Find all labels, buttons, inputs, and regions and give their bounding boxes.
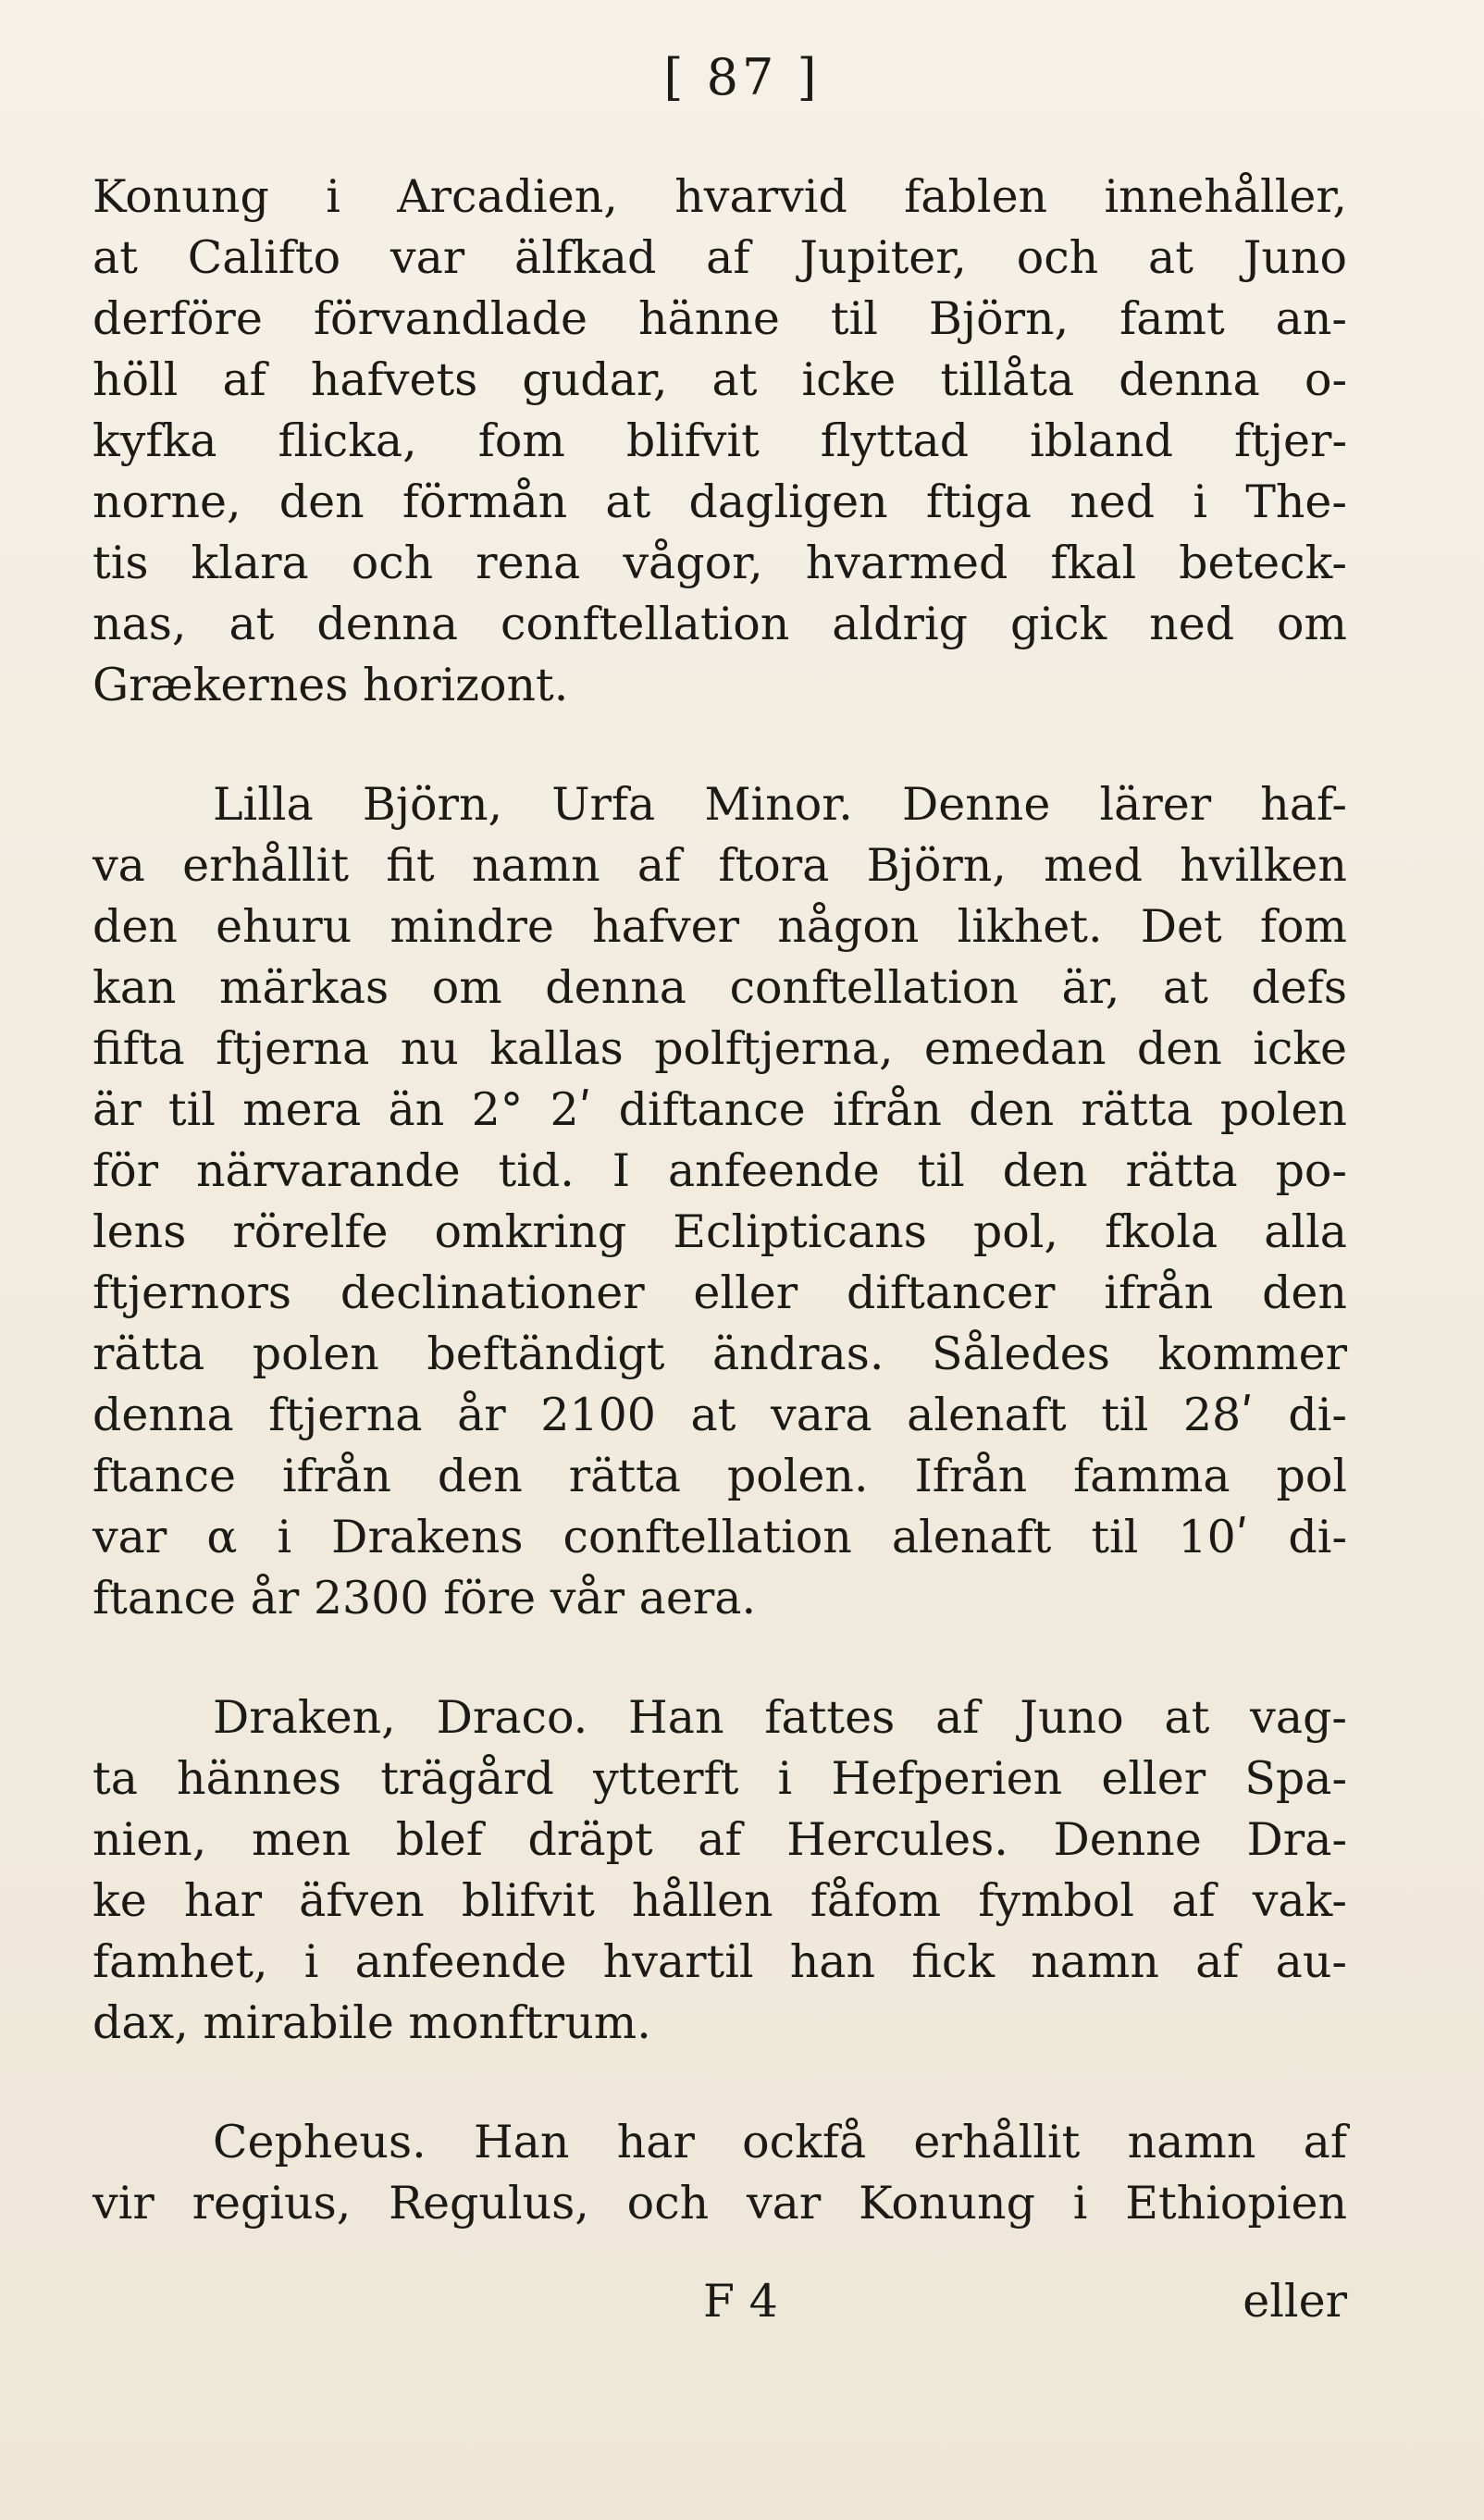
- text-line: nas, at denna conftellation aldrig gick ned om: [93, 598, 1347, 650]
- text-line: den ehuru mindre hafver någon likhet. Det fom: [93, 900, 1347, 953]
- text-line: kan märkas om denna conftellation är, at defs: [93, 961, 1347, 1014]
- text-line: dax, mirabile monftrum.: [93, 1996, 651, 2049]
- text-line: är til mera än 2° 2ʹ diftance ifrån den rätta polen: [93, 1083, 1347, 1136]
- text-line: kyfka flicka, fom blifvit flyttad ibland ftjer-: [93, 414, 1347, 467]
- text-line: Lilla Björn, Urfa Minor. Denne lärer haf-: [213, 778, 1347, 831]
- text-line: at Califto var älfkad af Jupiter, och at Juno: [93, 231, 1347, 284]
- signature-mark: F 4: [703, 2275, 778, 2328]
- text-line: ftance år 2300 före vår aera.: [93, 1572, 757, 1624]
- text-line: var α i Drakens conftellation alenaft til 10ʹ di-: [93, 1511, 1347, 1563]
- text-line: för närvarande tid. I anfeende til den rätta po-: [93, 1144, 1347, 1197]
- text-line: norne, den förmån at dagligen ftiga ned i The-: [93, 476, 1347, 528]
- paragraph-draken: [93, 1687, 1347, 2054]
- text-line: ftance ifrån den rätta polen. Ifrån famma pol: [93, 1450, 1347, 1502]
- text-line: tis klara och rena vågor, hvarmed fkal beteck-: [93, 537, 1347, 589]
- body-text: [93, 167, 1347, 2292]
- text-line: derföre förvandlade hänne til Björn, famt an-: [93, 292, 1347, 345]
- text-line: ta hännes trägård ytterft i Hefperien eller Spa-: [93, 1752, 1347, 1805]
- page-number-header: [ 87 ]: [663, 48, 821, 106]
- text-line: va erhållit fit namn af ftora Björn, med hvilken: [93, 839, 1347, 892]
- text-line: nien, men blef dräpt af Hercules. Denne Dra-: [93, 1813, 1347, 1866]
- text-line: famhet, i anfeende hvartil han fick namn af au-: [93, 1935, 1347, 1988]
- text-line: ke har äfven blifvit hållen fåfom fymbol af vak-: [93, 1874, 1347, 1927]
- text-line: Konung i Arcadien, hvarvid fablen innehåller,: [93, 170, 1347, 223]
- text-line: Cepheus. Han har ockfå erhållit namn af: [213, 2116, 1347, 2168]
- text-line: fifta ftjerna nu kallas polftjerna, emedan den icke: [93, 1022, 1347, 1075]
- paragraph-arcadia: [93, 167, 1347, 716]
- page-footer: [93, 2271, 1347, 2332]
- catchword: eller: [1243, 2275, 1347, 2328]
- paragraph-cepheus: [93, 2112, 1347, 2234]
- paragraph-lilla-bjorn: [93, 774, 1347, 1629]
- text-line: denna ftjerna år 2100 at vara alenaft til 28ʹ di-: [93, 1389, 1347, 1441]
- text-line: ftjernors declinationer eller diftancer ifrån den: [93, 1266, 1347, 1319]
- text-line: Grækernes horizont.: [93, 659, 569, 711]
- text-line: höll af hafvets gudar, at icke tillåta denna o-: [93, 353, 1347, 406]
- text-line: vir regius, Regulus, och var Konung i Ethiopien: [93, 2177, 1347, 2230]
- text-line: lens rörelfe omkring Eclipticans pol, fkola alla: [93, 1205, 1347, 1258]
- text-line: Draken, Draco. Han fattes af Juno at vag-: [213, 1691, 1347, 1744]
- text-line: rätta polen beftändigt ändras. Således kommer: [93, 1328, 1347, 1380]
